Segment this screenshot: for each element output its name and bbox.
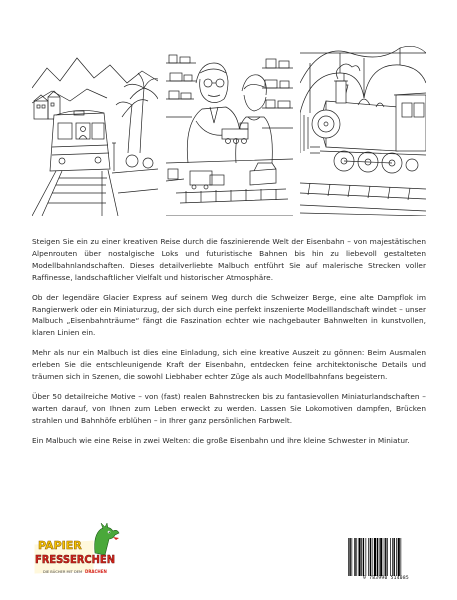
barcode-digits: 9 783990 514085 [363, 576, 409, 581]
logo-tagline-prefix: DIE BÜCHER MIT DEM [43, 570, 83, 574]
barcode-bar [370, 538, 371, 576]
illustration-steam-locomotive [300, 43, 426, 216]
barcode-bar [363, 538, 364, 576]
description-text [32, 236, 426, 455]
barcode-bar [361, 538, 362, 576]
barcode-bar [380, 538, 382, 576]
barcode-bar [392, 538, 393, 576]
logo-line1: PAPIER [38, 539, 82, 552]
barcode-bar [390, 538, 391, 576]
barcode-bar [385, 538, 386, 576]
barcode-bar [348, 538, 349, 576]
barcode-bar [372, 538, 373, 576]
barcode-bar [359, 538, 361, 576]
illustration-model-railway [166, 43, 293, 216]
barcode-bar [384, 538, 385, 576]
barcode-bar [374, 538, 376, 576]
barcode-bar [401, 538, 402, 576]
barcode-bar [356, 538, 357, 576]
barcode-bar [349, 538, 350, 576]
barcode-bar [354, 538, 355, 576]
paragraph-invitation: Mehr als nur ein Malbuch ist dies eine Einladung, sich eine kreative Auszeit zu gönnen: Beim Ausmalen erleben Sie die entschleunigende Kraft der Eisenbahn, entdecken feine architektonische Details und träumen sich in Szenen, die sowohl Liebhaber echter Züge als auch Modellbahnfans begeistern. [32, 348, 426, 382]
barcode-bar [352, 538, 353, 576]
illustration-seaside-tram [32, 43, 158, 216]
barcode-bar [377, 538, 378, 576]
logo-line2: FRESSERCHEN [35, 553, 115, 566]
barcode [346, 538, 426, 576]
publisher-logo [33, 523, 128, 579]
paragraph-intro: Steigen Sie ein zu einer kreativen Reise durch die faszinierende Welt der Eisenbahn – von majestätischen Alpenrouten über nostalgische Loks und futuristische Bahnen bis hin zu liebevoll gestalteten Modellbahnlandschaften. Dieses detailverliebte Malbuch entführt Sie auf malerische Strecken voller Raffinesse, landschaftlicher Vielfalt und historischer Atmosphäre. [32, 237, 426, 282]
paragraph-motifs: Über 50 detailreiche Motive – von (fast) realen Bahnstrecken bis zu fantasievollen Miniaturlandschaften – warten darauf, von Ihnen zum Leben erweckt zu werden. Lassen Sie Lokomotiven dampfen, Brücken strahlen und Bahnhöfe erblühen – in Ihrer ganz persönlichen Farbwelt. [32, 391, 426, 425]
barcode-bar [379, 538, 380, 576]
barcode-bar [396, 538, 397, 576]
barcode-bar [398, 538, 400, 576]
paragraph-closing: Ein Malbuch wie eine Reise in zwei Welten: die große Eisenbahn und ihre kleine Schwester in Miniatur. [32, 435, 410, 445]
barcode-bar [387, 538, 388, 576]
paragraph-glacier-express: Ob der legendäre Glacier Express auf seinem Weg durch die Schweizer Berge, eine alte Dampflok im Rangierwerk oder ein Miniaturzug, der sich durch eine perfekt inszenierte Modelllandschaft windet – unser Malbuch „Eisenbahnträume“ fängt die Faszination echter wie nachgebauter Bahnwelten in kunstvollen, klaren Linien ein. [32, 292, 426, 338]
barcode-bar [368, 538, 369, 576]
barcode-bar [394, 538, 395, 576]
logo-tagline-highlight: DRACHEN [85, 569, 107, 574]
barcode-bar [366, 538, 367, 576]
